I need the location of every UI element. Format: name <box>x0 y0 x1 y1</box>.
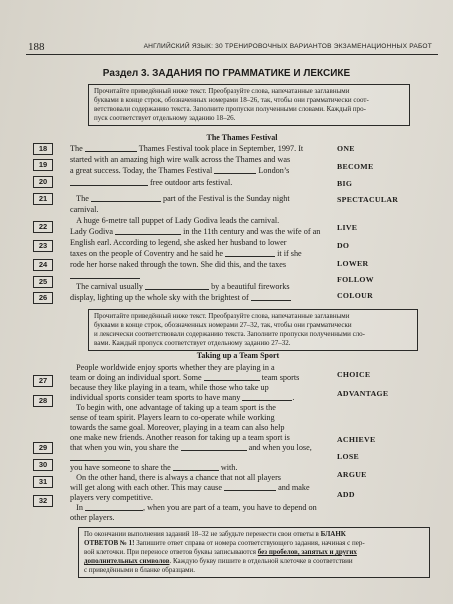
instruction-line: вами. Каждый пропуск соответствует отдельному заданию 27–32. <box>94 339 291 347</box>
text-line: other players. <box>70 513 115 522</box>
question-number: 30 <box>33 459 53 471</box>
instruction-line: Прочитайте приведённый ниже текст. Преобразуйте слова, напечатанные заглавными <box>94 87 350 95</box>
instructions-18-26 <box>88 84 410 126</box>
answer-blank[interactable] <box>85 503 143 511</box>
key-word: COLOUR <box>337 291 374 300</box>
text-line: started with an amazing high wire walk across the Thames and was <box>70 155 291 164</box>
question-number: 18 <box>33 143 53 155</box>
text-line: will get along with each other. This may cause and make <box>70 483 310 492</box>
text-line: free outdoor arts festival. <box>70 178 232 187</box>
section-title: Раздел 3. ЗАДАНИЯ ПО ГРАММАТИКЕ И ЛЕКСИКЕ <box>102 68 351 79</box>
text-line <box>70 271 140 280</box>
question-number: 31 <box>33 476 53 488</box>
key-word: ACHIEVE <box>337 435 376 444</box>
instruction-line: буквами в конце строк, обозначенных номерами 27–32, так, чтобы они грамматически <box>94 321 352 329</box>
text-line: that when you win, you share the and when you lose, <box>70 443 312 452</box>
text-line: carnival. <box>70 205 99 214</box>
question-number: 29 <box>33 442 53 454</box>
key-word: LIVE <box>337 223 358 232</box>
text-line: Lady Godiva in the 11th century and was the wife of an <box>70 227 321 236</box>
question-number: 27 <box>33 375 53 387</box>
text-line: players very competitive. <box>70 493 153 502</box>
answer-blank[interactable] <box>224 483 276 491</box>
text-line: a great success. Today, the Thames Festival London’s <box>70 166 290 175</box>
text-line: In , when you are part of a team, you have to depend on <box>76 503 317 512</box>
text-line: To begin with, one advantage of taking up a team sport is the <box>76 403 276 412</box>
answer-blank[interactable] <box>145 282 209 290</box>
key-word: LOWER <box>337 259 369 268</box>
text-line: one make new friends. Another reason for taking up a team sport is <box>70 433 290 442</box>
answer-blank[interactable] <box>242 393 292 401</box>
running-header <box>26 41 438 55</box>
instructions-27-32 <box>88 309 418 351</box>
answer-blank[interactable] <box>225 249 275 257</box>
question-number: 19 <box>33 159 53 171</box>
key-word: ADD <box>337 490 355 499</box>
answer-sheet-note: По окончании выполнения заданий 18–32 не забудьте перенести свои ответы в БЛАНК ОТВЕТОВ № 1! Запишите ответ справа от номера соответствующего задания, начиная с пер- вой клеточки. При переносе ответов буквы записываются без пробелов, запятых и других дополнительных символов. Каждую букву пишите в отдельной клеточке в соответствии с приведёнными в бланке образцами. <box>78 527 430 578</box>
key-word: ARGUE <box>337 470 367 479</box>
key-word: BIG <box>337 179 353 188</box>
question-number: 20 <box>33 176 53 188</box>
text-line: The Thames Festival took place in September, 1997. It <box>70 144 304 153</box>
text-line: towards the same goal. Moreover, playing in a team can also help <box>70 423 285 432</box>
text-line: individual sports consider team sports to have many . <box>70 393 295 402</box>
key-word: BECOME <box>337 162 374 171</box>
text-line: The carnival usually by a beautiful fireworks <box>76 282 290 291</box>
text-line: People worldwide enjoy sports whether they are playing in a <box>76 363 275 372</box>
answer-blank[interactable] <box>91 194 161 202</box>
key-word: DO <box>337 241 350 250</box>
answer-blank[interactable] <box>181 443 247 451</box>
text-line: display, lighting up the whole sky with the brightest of <box>70 293 291 302</box>
text-title-team-sport: Taking up a Team Sport <box>196 351 280 360</box>
text-line: team or doing an individual sport. Some team sports <box>70 373 300 382</box>
question-number: 25 <box>33 276 53 288</box>
key-word: ADVANTAGE <box>337 389 389 398</box>
answer-blank[interactable] <box>70 453 130 461</box>
question-number: 22 <box>33 221 53 233</box>
text-line: taxes on the people of Coventry and he said he it if she <box>70 249 302 258</box>
question-number: 24 <box>33 259 53 271</box>
answer-blank[interactable] <box>214 166 256 174</box>
text-title-thames: The Thames Festival <box>206 133 278 142</box>
answer-blank[interactable] <box>115 227 181 235</box>
key-word: ONE <box>337 144 355 153</box>
text-line: sense of team spirit. Players learn to co-operate while working <box>70 413 275 422</box>
text-line: you have someone to share the with. <box>70 463 238 472</box>
key-word: CHOICE <box>337 370 371 379</box>
page-number: 188 <box>28 41 45 53</box>
answer-blank[interactable] <box>251 293 291 301</box>
text-line: English earl. According to legend, she asked her husband to lower <box>70 238 287 247</box>
answer-blank[interactable] <box>85 144 137 152</box>
running-title: АНГЛИЙСКИЙ ЯЗЫК: 30 ТРЕНИРОВОЧНЫХ ВАРИАНТОВ ЭКЗАМЕНАЦИОННЫХ РАБОТ <box>143 43 432 50</box>
answer-blank[interactable] <box>70 178 148 186</box>
question-number: 21 <box>33 193 53 205</box>
key-word: FOLLOW <box>337 275 374 284</box>
question-number: 28 <box>33 395 53 407</box>
instruction-line: пуск соответствует отдельному заданию 18–26. <box>94 114 236 122</box>
text-line: because they like playing in a team, while those who take up <box>70 383 269 392</box>
instruction-line: и лексически соответствовали содержанию текста. Заполните пропуски полученными сло- <box>94 330 366 338</box>
question-number: 26 <box>33 292 53 304</box>
question-number: 23 <box>33 240 53 252</box>
instruction-line: буквами в конце строк, обозначенных номерами 18–26, так, чтобы они грамматически соот- <box>94 96 369 104</box>
text-line: A huge 6-metre tall puppet of Lady Godiva leads the carnival. <box>76 216 280 225</box>
question-number: 32 <box>33 495 53 507</box>
text-line: rode her horse naked through the town. She did this, and the taxes <box>70 260 287 269</box>
instruction-line: ветствовали содержанию текста. Заполните пропуски полученными словами. Каждый про- <box>94 105 366 113</box>
key-word: LOSE <box>337 452 360 461</box>
text-line: The part of the Festival is the Sunday night <box>76 194 290 203</box>
instruction-line: Прочитайте приведённый ниже текст. Преобразуйте слова, напечатанные заглавными <box>94 312 350 320</box>
answer-blank[interactable] <box>173 463 219 471</box>
key-word: SPECTACULAR <box>337 195 399 204</box>
text-line: On the other hand, there is always a chance that not all players <box>76 473 281 482</box>
answer-blank[interactable] <box>204 373 260 381</box>
text-line <box>70 453 130 462</box>
answer-blank[interactable] <box>70 271 140 279</box>
